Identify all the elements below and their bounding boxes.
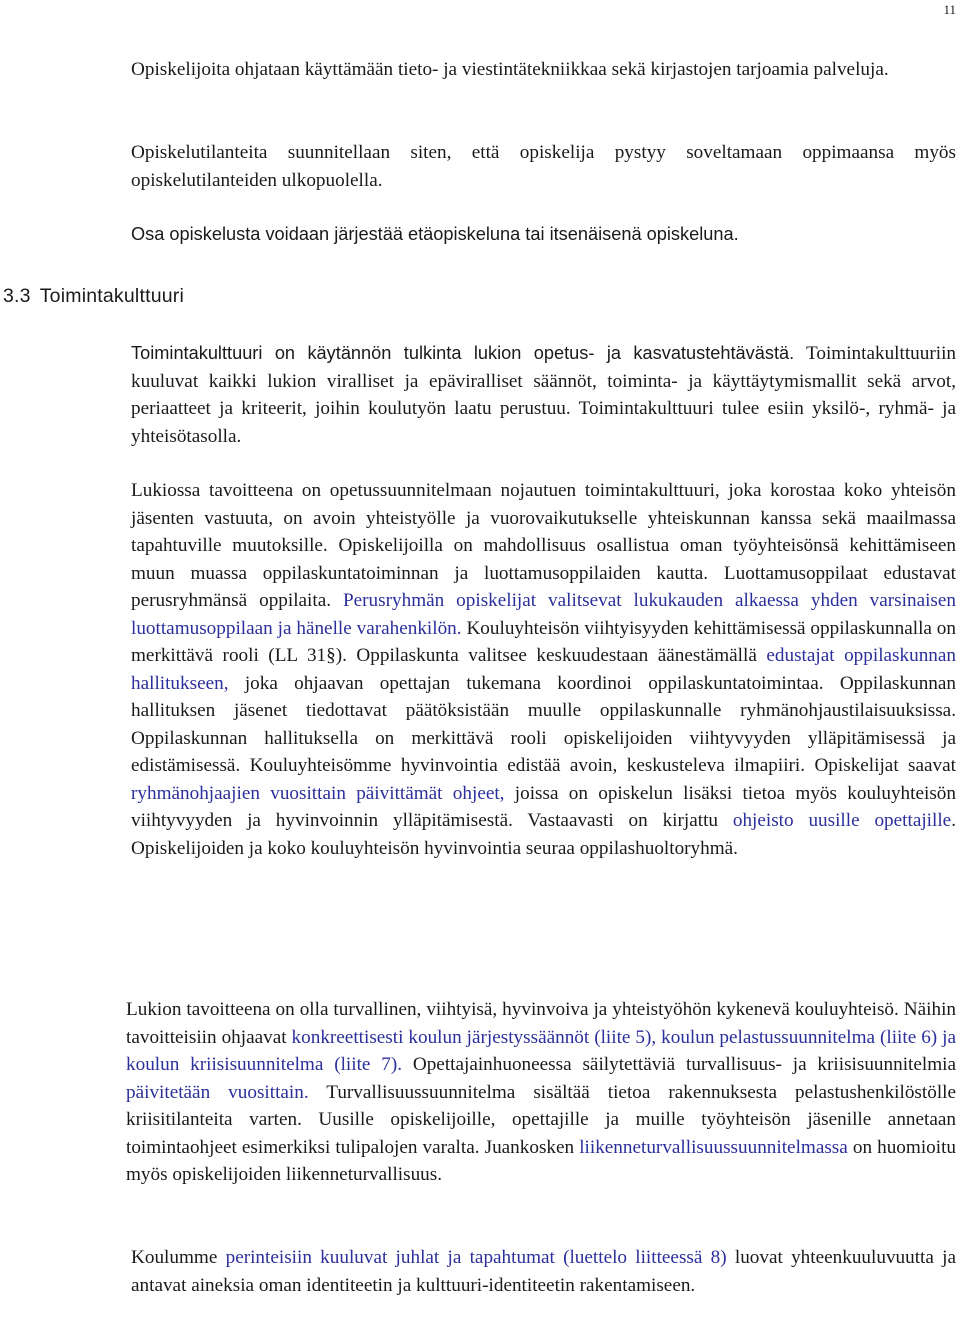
section-title: Toimintakulttuuri <box>39 285 185 307</box>
body-text: Opettajainhuoneessa säilytettäviä turvallisuus- ja kriisisuunnitelmia <box>402 1054 956 1075</box>
culture-first-sentence: Toimintakulttuuri on käytännön tulkinta lukion opetus- ja kasvatustehtävästä. <box>131 343 795 363</box>
highlighted-text: Perusryhmän opiskelijat valitsevat lukukauden alkaessa yhden varsinaisen luottamusoppilaan ja hänelle varahenkilön. <box>131 590 956 639</box>
body-text: . Opiskelijoiden ja koko kouluyhteisön hyvinvointia seuraa oppilashuoltoryhmä. <box>131 810 956 859</box>
highlighted-text: perinteisiin kuuluvat juhlat ja tapahtumat (luettelo liitteessä 8) <box>225 1247 727 1268</box>
paragraph-distance-learning: Osa opiskelusta voidaan järjestää etäopiskeluna tai itsenäisenä opiskeluna. <box>131 224 739 244</box>
paragraph-safety <box>126 996 956 1189</box>
highlighted-text: päivitetään vuosittain. <box>126 1081 309 1103</box>
body-text: Lukion tavoitteena on olla turvallinen, viihtyisä, hyvinvoiva ja yhteistyöhön kykenevä kouluyhteisö. Näihin tavoitteisiin ohjaavat <box>126 999 956 1048</box>
paragraph-celebrations <box>131 1244 956 1299</box>
paragraph-tools: Opiskelijoita ohjataan käyttämään tieto- ja viestintätekniikkaa sekä kirjastojen tarjoamia palveluja. <box>131 59 889 80</box>
body-text: on huomioitu myös opiskelijoiden liikenneturvallisuus. <box>126 1136 956 1185</box>
culture-rest: Toimintakulttuuriin kuuluvat kaikki lukion viralliset ja epäviralliset säännöt, toiminta- ja käyttäytymismallit sekä arvot, periaatteet ja kriteerit, joihin koulutyön laatu perustuu. Toimintakulttuuri tulee esiin yksilö-, ryhmä- ja yhteisötasolla. <box>131 343 956 447</box>
highlighted-text: edustajat oppilaskunnan hallitukseen, <box>131 645 956 694</box>
highlighted-text: liikenneturvallisuussuunnitelmassa <box>579 1136 848 1158</box>
body-text: joissa on opiskelun lisäksi tietoa myös kouluyhteisön viihtyvyyden ja hyvinvoinnin ylläpitämisestä. Vastaavasti on kirjattu <box>131 782 956 831</box>
paragraph-school-community <box>131 477 956 862</box>
section-heading <box>3 285 184 308</box>
highlighted-text: ryhmänohjaajien vuosittain päivittämät ohjeet, <box>131 782 505 804</box>
body-text: Lukiossa tavoitteena on opetussuunnitelmaan nojautuen toimintakulttuuri, joka korostaa koko yhteisön jäsenten vastuuta, on avoin yhteistyölle ja vuorovaikutukselle yhteiskunnan kanssa sekä maailmassa tapahtuville muutoksille. Opiskelijoilla on mahdollisuus osallistua oman työyhteisönsä kehittämiseen muun muassa oppilaskuntatoiminnan ja luottamusoppilaiden kautta. Luottamusoppilaat edustavat perusryhmänsä oppilaita. <box>131 480 956 611</box>
paragraph-culture <box>131 340 956 450</box>
body-text: Koulumme <box>131 1247 226 1268</box>
body-text: luovat yhteenkuuluvuutta ja antavat aineksia oman identiteetin ja kulttuuri-identiteetin rakentamiseen. <box>131 1247 956 1296</box>
body-text: Kouluyhteisön viihtyisyyden kehittämisessä oppilaskunnalla on merkittävä rooli (LL 31§). Oppilaskunta valitsee keskuudestaan äänestämällä <box>131 617 956 666</box>
paragraph-planning: Opiskelutilanteita suunnitellaan siten, että opiskelija pystyy soveltamaan oppimaansa myös opiskelutilanteiden ulkopuolella. <box>131 142 956 191</box>
body-text: joka ohjaavan opettajan tukemana koordinoi oppilaskuntatoimintaa. Oppilaskunnan hallituksen jäsenet tiedottavat päätöksistään muulle oppilaskunnalle ryhmänohjaustilaisuuksissa. Oppilaskunnan hallituksella on merkittävä rooli opiskelijoiden viihtyvyyden ylläpitämisessä ja edistämisessä. Kouluyhteisömme hyvinvointia edistää avoin, keskusteleva ilmapiiri. Opiskelijat saavat <box>131 672 956 776</box>
section-number: 3.3 <box>3 285 31 307</box>
body-text: Turvallisuussuunnitelma sisältää tietoa rakennuksesta pelastushenkilöstölle kriisitilanteita varten. Uusille opiskelijoille, opettajille ja muille työyhteisön jäsenille annetaan toimintaohjeet esimerkiksi tulipalojen varalta. Juankosken <box>126 1081 956 1158</box>
highlighted-text: konkreettisesti koulun järjestyssäännöt (liite 5), koulun pelastussuunnitelma (liite 6) ja koulun kriisisuunnitelma (liite 7). <box>126 1026 956 1075</box>
page-number: 11 <box>943 2 956 17</box>
highlighted-text: ohjeisto uusille opettajille <box>732 810 952 831</box>
